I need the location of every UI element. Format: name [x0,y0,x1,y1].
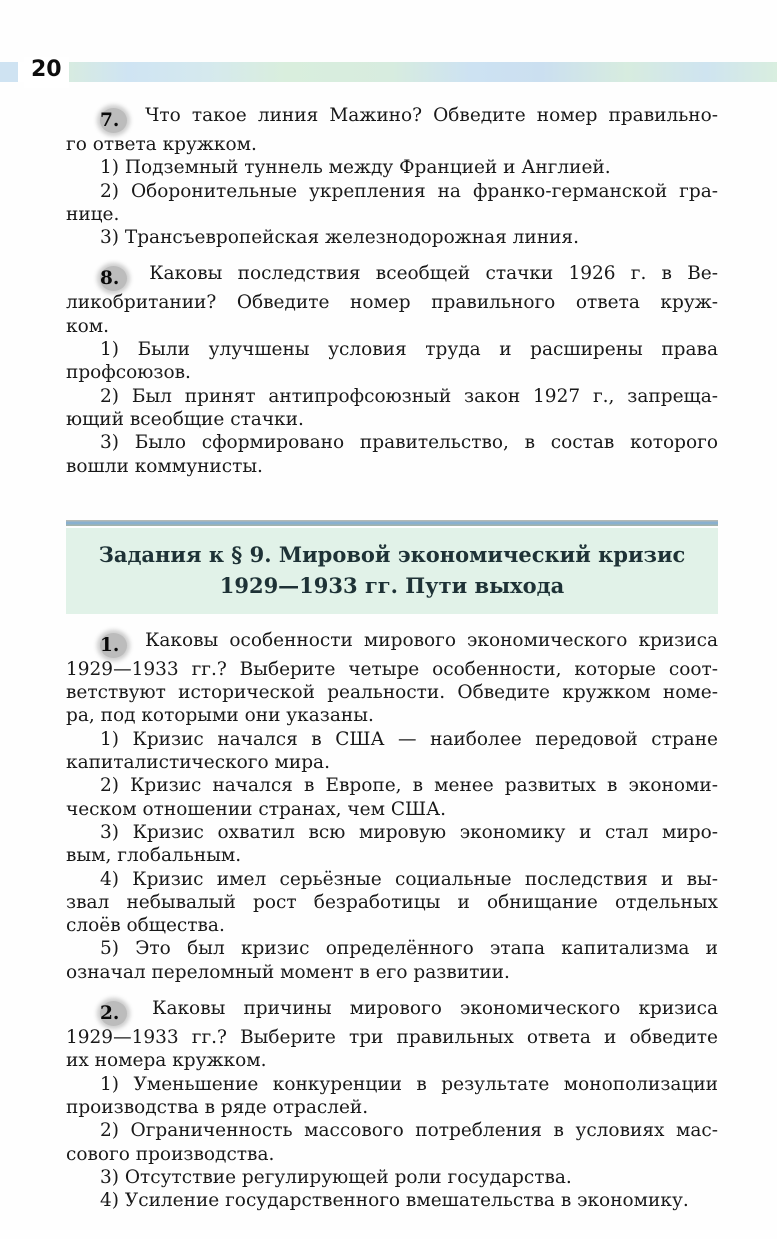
page-content [66,104,718,1212]
text-line: слоёв общества. [66,915,225,937]
question-number: 1. [100,634,120,656]
question-8 [66,262,718,477]
text-line: ческом отношении странах, чем США. [66,798,446,820]
question-number-badge [100,108,127,133]
question-2 [66,997,718,1212]
text-line: профсоюзов. [66,362,191,384]
text-line: вошли коммунисты. [66,455,263,477]
text-line: производства в ряде отраслей. [66,1096,369,1118]
text-line: означал переломный момент в его развитии. [66,961,510,983]
text-line: 1) Уменьшение конкуренции в результате монополизации [100,1073,718,1095]
text-line: 1) Были улучшены условия труда и расширены права [100,339,718,361]
text-line: ветствуют исторической реальности. Обведите кружком номе- [66,682,718,704]
question-7 [66,104,718,249]
text-line: 3) Трансъевропейская железнодорожная линия. [100,227,579,249]
text-line: нице. [66,203,120,225]
text-line: сового производства. [66,1143,275,1165]
section-title-line2: 1929—1933 гг. Пути выхода [219,572,565,598]
questions-before-header [66,104,718,478]
text-line: 1929—1933 гг.? Выберите три правильных ответа и обведите [66,1027,718,1049]
text-line: капиталистического мира. [66,752,330,774]
question-number: 2. [100,1003,120,1025]
section-title-line1: Задания к § 9. Мировой экономический кризис [98,541,686,567]
page-number: 20 [24,57,69,88]
section-header-rule [66,520,718,526]
text-line: 1) Кризис начался в США — наиболее передовой стране [100,728,718,750]
text-line: вым, глобальным. [66,845,242,867]
text-line: 3) Было сформировано правительство, в состав которого [100,432,718,454]
question-number: 8. [100,268,120,290]
question-1 [66,629,718,984]
questions-after-header [66,629,718,1213]
question-number-badge [100,633,127,658]
band-segment-blue [0,62,18,82]
question-first-line: 7. Что такое линия Мажино? Обведите номер правильно- [100,105,718,131]
text-line: 4) Усиление государственного вмешательства в экономику. [100,1190,689,1212]
running-head-band [0,62,777,82]
section-header [66,520,718,614]
text-line: 2) Ограниченность массового потребления в условиях мас- [100,1120,718,1142]
text-line: 2) Оборонительные укрепления на франко-германской гра- [100,180,718,202]
text-line: 2) Кризис начался в Европе, в менее развитых в экономи- [100,775,718,797]
question-number-badge [100,1001,127,1026]
text-line: ра, под которыми они указаны. [66,705,374,727]
text-line: их номера кружком. [66,1050,267,1072]
text-line: звал небывалый рост безработицы и обнищание отдельных [66,891,718,913]
text-line: 3) Отсутствие регулирующей роли государства. [100,1166,572,1188]
question-number-badge [100,266,127,291]
question-first-line: 1. Каковы особенности мирового экономического кризиса [100,629,718,656]
question-number: 7. [100,110,120,131]
text-line: 1929—1933 гг.? Выберите четыре особенности, которые соот- [66,658,718,680]
question-first-line: 2. Каковы причины мирового экономического кризиса [100,998,718,1025]
text-line: 4) Кризис имел серьёзные социальные последствия и вы- [100,868,718,890]
question-first-line: 8. Каковы последствия всеобщей стачки 1926 г. в Ве- [100,263,718,290]
text-line: 1) Подземный туннель между Францией и Англией. [100,157,611,179]
text-line: ющий всеобщие стачки. [66,408,304,430]
text-line: ком. [66,315,109,337]
text-line: 2) Был принят антипрофсоюзный закон 1927 г., запреща- [100,385,718,407]
text-line: го ответа кружком. [66,134,257,155]
text-line: ликобритании? Обведите номер правильного ответа круж- [66,292,718,314]
text-line: 3) Кризис охватил всю мировую экономику и стал миро- [100,821,718,843]
band-segment-gradient [64,62,777,82]
section-header-band [66,528,718,614]
text-line: 5) Это был кризис определённого этапа капитализма и [100,938,718,960]
